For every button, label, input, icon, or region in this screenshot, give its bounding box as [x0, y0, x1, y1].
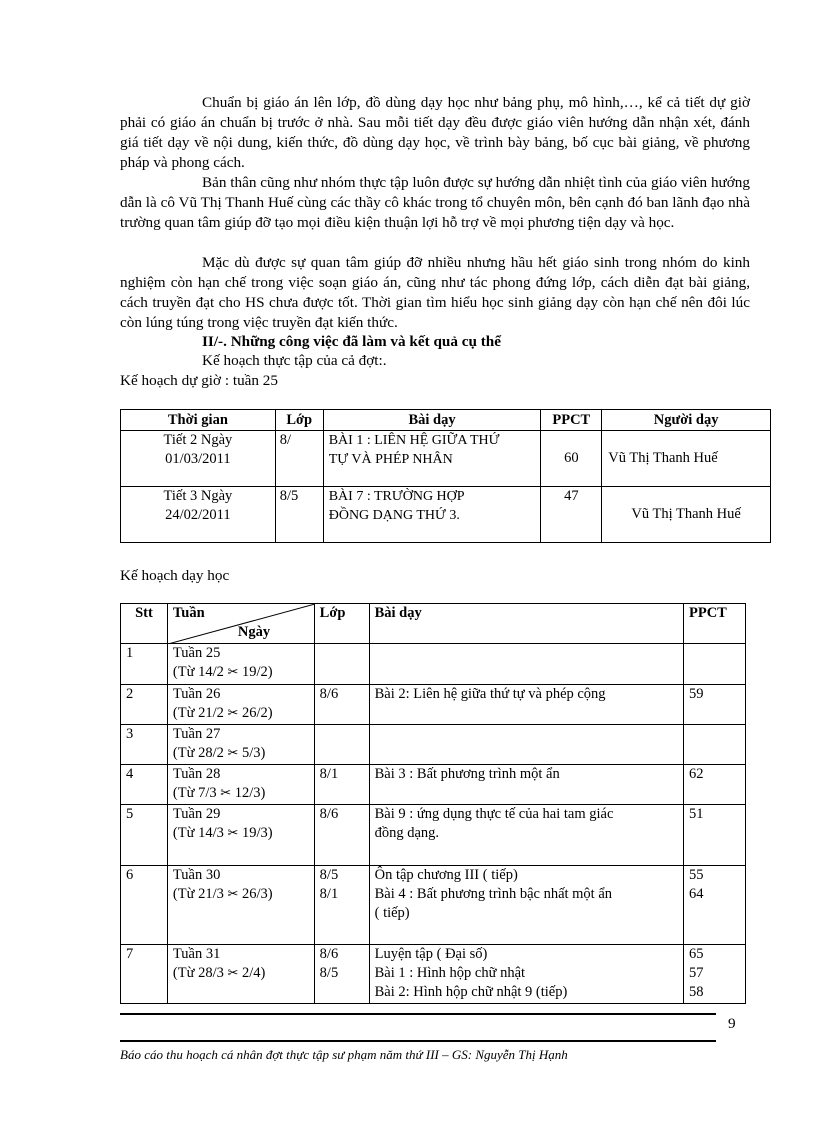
lesson-line: TỰ VÀ PHÉP NHÂN — [328, 452, 453, 467]
range-to: 2/4) — [242, 965, 266, 981]
class-cell — [314, 644, 369, 685]
lesson-cell — [323, 431, 541, 487]
range-to: 5/3) — [242, 745, 266, 761]
week-range — [173, 744, 314, 763]
header-ppct: PPCT — [684, 604, 746, 644]
week-range — [173, 784, 314, 803]
ppct-line: 58 — [689, 984, 704, 1000]
table-row — [121, 866, 746, 945]
header-time: Thời gian — [121, 410, 276, 431]
table-row — [121, 685, 746, 725]
stt-cell: 3 — [121, 725, 168, 765]
range-to: 19/2) — [242, 664, 273, 680]
date-line: 01/03/2011 — [165, 451, 231, 467]
week-label: Tuần 29 — [172, 806, 221, 822]
lesson-cell — [369, 765, 683, 805]
scissors-icon: ✂ — [227, 826, 239, 841]
scissors-icon: ✂ — [220, 786, 232, 801]
class-cell: 8/ — [275, 431, 323, 487]
ppct-cell — [684, 685, 746, 725]
week-range — [173, 663, 314, 682]
class-cell — [314, 765, 369, 805]
class-line: 8/6 — [319, 946, 339, 962]
lesson-line: Luyện tập ( Đại số) — [374, 946, 488, 962]
lesson-line: Bài 2: Liên hệ giữa thứ tự và phép cộng — [374, 686, 606, 702]
table-row — [121, 431, 771, 487]
range-from: (Từ 28/2 — [172, 745, 224, 761]
lesson-cell — [369, 685, 683, 725]
ppct-cell — [684, 725, 746, 765]
stt-cell: 1 — [121, 644, 168, 685]
lesson-cell — [369, 866, 683, 945]
table-row — [121, 644, 746, 685]
table-row — [121, 805, 746, 866]
lesson-line: Bài 1 : Hình hộp chữ nhật — [374, 965, 526, 981]
time-line: Tiết 2 Ngày — [163, 432, 233, 448]
scissors-icon: ✂ — [227, 706, 239, 721]
week-cell — [167, 945, 314, 1004]
ppct-cell — [684, 945, 746, 1004]
week-label: Tuần 30 — [172, 867, 221, 883]
week-label: Tuần 31 — [172, 946, 221, 962]
week-cell — [167, 866, 314, 945]
header-stt: Stt — [121, 604, 168, 644]
class-cell — [314, 805, 369, 866]
table-row — [121, 765, 746, 805]
class-line: 8/5 — [319, 867, 339, 883]
lesson-line: Bài 2: Hình hộp chữ nhật 9 (tiếp) — [374, 984, 568, 1000]
header-ppct: PPCT — [541, 410, 602, 431]
header-lesson: Bài dạy — [369, 604, 683, 644]
table-row — [121, 945, 746, 1004]
range-from: (Từ 21/3 — [172, 886, 224, 902]
class-line: 8/6 — [319, 686, 339, 702]
range-from: (Từ 14/3 — [172, 825, 224, 841]
scissors-icon: ✂ — [227, 887, 239, 902]
range-from: (Từ 7/3 — [172, 785, 217, 801]
header-teacher: Người dạy — [602, 410, 771, 431]
ppct-cell: 47 — [541, 487, 602, 543]
ppct-cell: 60 — [541, 431, 602, 487]
lesson-cell — [369, 644, 683, 685]
stt-cell: 7 — [121, 945, 168, 1004]
ppct-line: 57 — [689, 965, 704, 981]
footer-rule-top — [120, 1013, 716, 1015]
class-cell — [314, 725, 369, 765]
week-cell — [167, 644, 314, 685]
time-cell — [121, 431, 276, 487]
footer-rule-bottom — [120, 1040, 716, 1042]
stt-cell: 2 — [121, 685, 168, 725]
scissors-icon: ✂ — [227, 966, 239, 981]
lesson-cell — [369, 805, 683, 866]
lesson-cell — [323, 487, 541, 543]
lesson-line: ĐỒNG DẠNG THỨ 3. — [328, 508, 460, 523]
lesson-cell — [369, 945, 683, 1004]
section-heading: II/-. Những công việc đã làm và kết quả cụ thể — [202, 333, 501, 350]
time-cell — [121, 487, 276, 543]
ppct-line: 62 — [689, 766, 704, 782]
stt-cell: 4 — [121, 765, 168, 805]
class-line: 8/5 — [319, 965, 339, 981]
ppct-cell — [684, 866, 746, 945]
teach-plan-label: Kế hoạch dạy học — [120, 567, 230, 584]
ppct-cell — [684, 765, 746, 805]
week-range — [173, 824, 314, 843]
teacher-cell: Vũ Thị Thanh Huế — [602, 431, 771, 487]
week-label: Tuần 25 — [172, 645, 221, 661]
week-range — [173, 885, 314, 904]
lesson-line: Bài 4 : Bất phương trình bậc nhất một ẩn — [374, 886, 613, 902]
class-line: 8/6 — [319, 806, 339, 822]
scissors-icon: ✂ — [227, 665, 239, 680]
header-class: Lớp — [314, 604, 369, 644]
class-cell: 8/5 — [275, 487, 323, 543]
lesson-line: BÀI 1 : LIÊN HỆ GIỮA THỨ — [328, 433, 500, 448]
class-line: 8/1 — [319, 886, 339, 902]
range-to: 26/3) — [242, 886, 273, 902]
week-cell — [167, 685, 314, 725]
teacher-cell: Vũ Thị Thanh Huế — [602, 487, 771, 543]
lesson-cell — [369, 725, 683, 765]
week-label: Tuần 27 — [172, 726, 221, 742]
ppct-cell — [684, 805, 746, 866]
header-lesson: Bài dạy — [323, 410, 541, 431]
class-line: 8/1 — [319, 766, 339, 782]
week-cell — [167, 805, 314, 866]
range-to: 19/3) — [242, 825, 273, 841]
paragraph-3: Mặc dù được sự quan tâm giúp đỡ nhiều nhưng hầu hết giáo sinh trong nhóm do kinh nghiệm còn hạn chế trong việc soạn giáo án, cũng như tác phong đứng lớp, cách diễn đạt bài giảng, cách truyền đạt cho HS chưa được tốt. Thời gian tìm hiểu học sinh giảng dạy còn hạn chế nên đôi lúc còn lúng túng trong việc truyền đạt kiến thức. — [120, 254, 750, 331]
header-class: Lớp — [275, 410, 323, 431]
paragraph-1: Chuẩn bị giáo án lên lớp, đồ dùng dạy học như bảng phụ, mô hình,…, kể cả tiết dự giờ phải có giáo án chuẩn bị trước ở nhà. Sau mỗi tiết dạy đều được giáo viên hướng dẫn nhận xét, đánh giá tiết dạy về nội dung, kiến thức, đồ dùng dạy học, về trình bày bảng, bố cục bài giảng, về phương pháp và phong cách. — [120, 94, 750, 171]
range-to: 26/2) — [242, 705, 273, 721]
ppct-line: 59 — [689, 686, 704, 702]
lesson-line: Bài 9 : ứng dụng thực tế của hai tam giác — [374, 806, 614, 822]
table-row — [121, 487, 771, 543]
class-cell — [314, 945, 369, 1004]
lesson-line: đồng dạng. — [374, 825, 440, 841]
week-range — [173, 964, 314, 983]
stt-cell: 6 — [121, 866, 168, 945]
paragraph-2: Bản thân cũng như nhóm thực tập luôn được sự hướng dẫn nhiệt tình của giáo viên hướng dẫn là cô Vũ Thị Thanh Huế cùng các thầy cô khác trong tổ chuyên môn, bên cạnh đó ban lãnh đạo nhà trường quan tâm giúp đỡ tạo mọi điều kiện thuận lợi hỗ trợ về mọi phương tiện dạy và học. — [120, 174, 750, 231]
stt-cell: 5 — [121, 805, 168, 866]
ppct-line: 65 — [689, 946, 704, 962]
ppct-line: 55 — [689, 867, 704, 883]
observe-plan-label: Kế hoạch dự giờ : tuần 25 — [120, 372, 278, 389]
week-cell — [167, 765, 314, 805]
range-from: (Từ 14/2 — [172, 664, 224, 680]
week-range — [173, 704, 314, 723]
teaching-table — [120, 603, 746, 1004]
time-line: Tiết 3 Ngày — [163, 488, 233, 504]
lesson-line: Bài 3 : Bất phương trình một ẩn — [374, 766, 560, 782]
ppct-line: 64 — [689, 886, 704, 902]
observe-table — [120, 409, 771, 543]
lesson-line: Ôn tập chương III ( tiếp) — [374, 867, 518, 883]
range-to: 12/3) — [234, 785, 266, 801]
class-cell — [314, 685, 369, 725]
ppct-cell — [684, 644, 746, 685]
range-from: (Từ 28/3 — [172, 965, 224, 981]
week-cell — [167, 725, 314, 765]
plan-intro: Kế hoạch thực tập của cả đợt:. — [202, 352, 387, 369]
range-from: (Từ 21/2 — [172, 705, 224, 721]
class-cell — [314, 866, 369, 945]
header-week: Tuần — [172, 605, 205, 621]
date-line: 24/02/2011 — [165, 507, 231, 523]
week-label: Tuần 28 — [172, 766, 221, 782]
lesson-line: BÀI 7 : TRƯỜNG HỢP — [328, 489, 465, 504]
scissors-icon: ✂ — [227, 746, 239, 761]
table-header-row — [121, 604, 746, 644]
week-label: Tuần 26 — [172, 686, 221, 702]
lesson-line: ( tiếp) — [374, 905, 410, 921]
ppct-line: 51 — [689, 806, 704, 822]
page-number: 9 — [728, 1015, 736, 1032]
header-day: Ngày — [237, 624, 271, 640]
table-header-row — [121, 410, 771, 431]
header-week-day — [167, 604, 314, 644]
table-row — [121, 725, 746, 765]
footer-text: Báo cáo thu hoạch cá nhân đợt thực tập sư phạm năm thứ III – GS: Nguyễn Thị Hạnh — [120, 1047, 568, 1062]
